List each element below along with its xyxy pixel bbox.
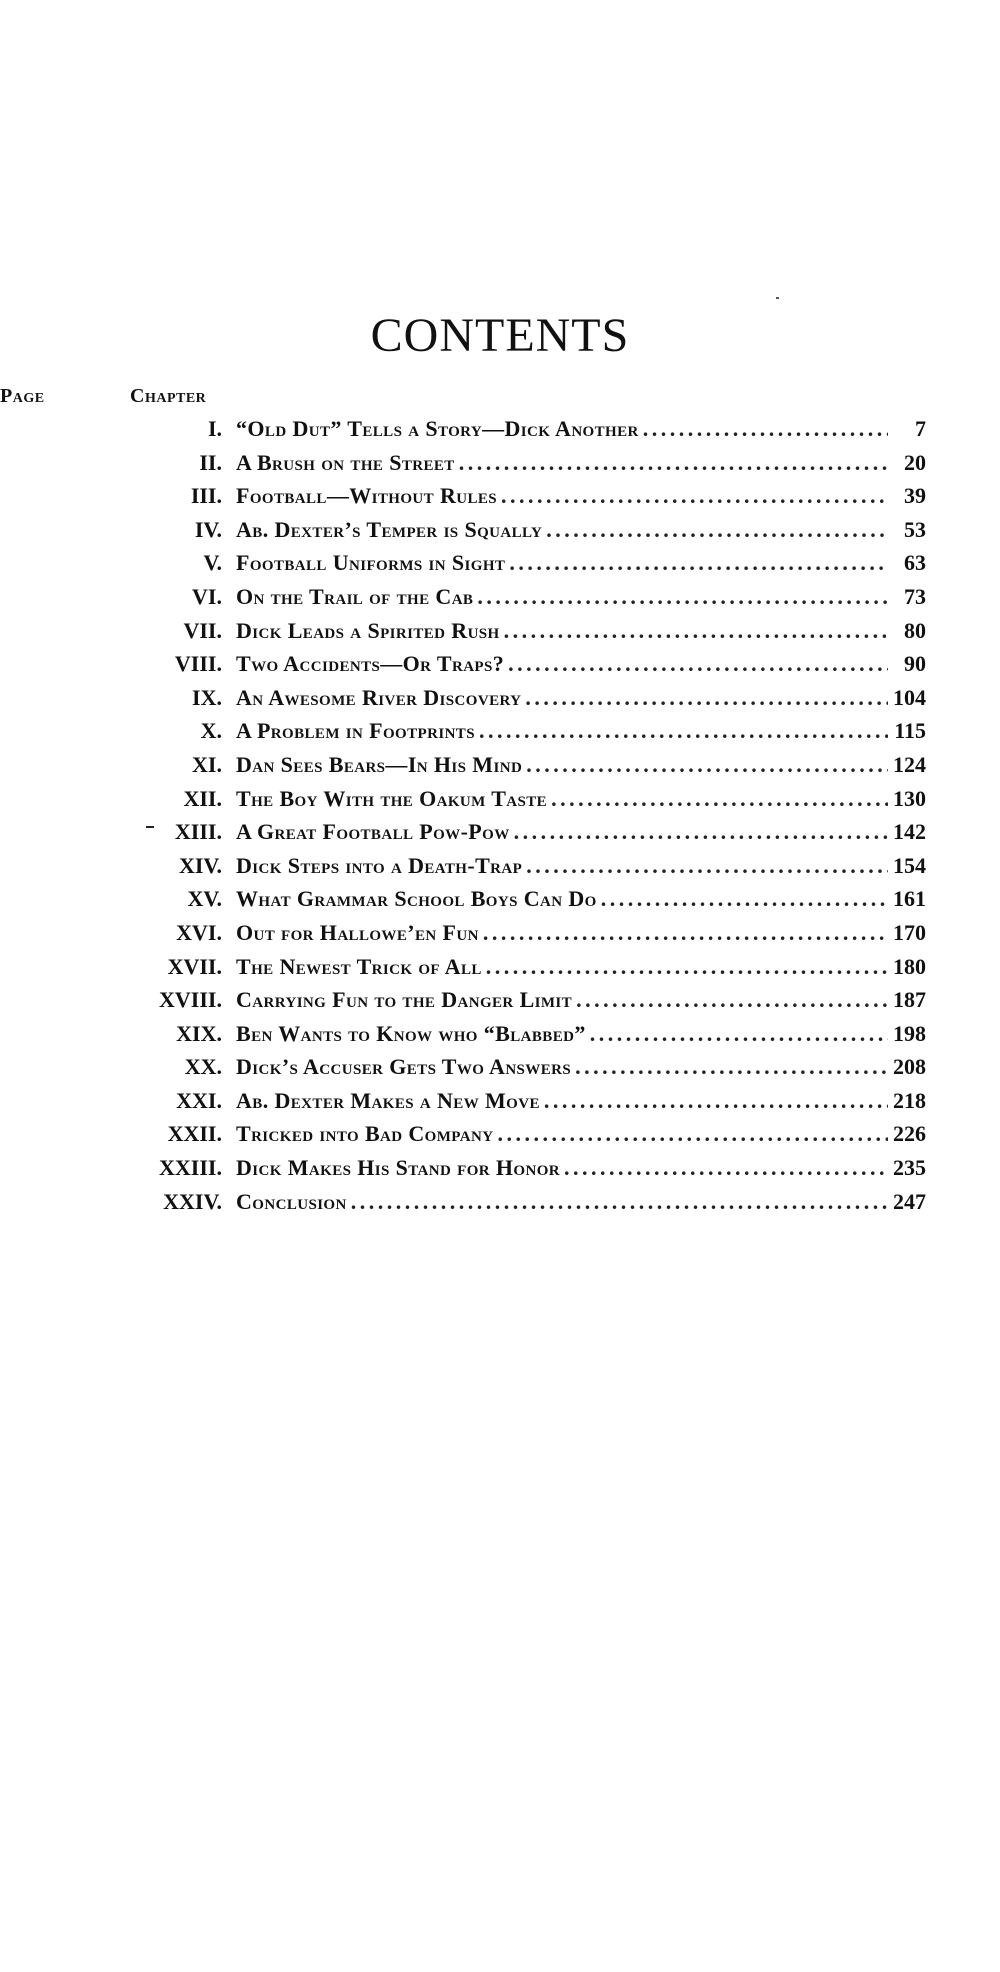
dot-leader (347, 1189, 888, 1215)
dot-leader (571, 1054, 888, 1080)
chapter-title: Dick Leads a Spirited Rush (236, 617, 500, 643)
toc-entry[interactable] (130, 853, 926, 887)
chapter-title: Dick’s Accuser Gets Two Answers (236, 1054, 572, 1080)
dot-leader (560, 1155, 888, 1181)
chapter-number: XXII. (167, 1121, 222, 1147)
page-number: 39 (904, 483, 926, 509)
chapter-title: Dick Steps into a Death-Trap (236, 852, 523, 878)
dot-leader (493, 1121, 888, 1147)
dot-leader (500, 618, 888, 644)
page-number: 115 (894, 718, 926, 744)
page-column-header: Page (0, 385, 45, 407)
dot-leader (586, 1021, 888, 1047)
chapter-title: On the Trail of the Cab (236, 583, 474, 609)
toc-entry[interactable] (130, 517, 926, 551)
dot-leader (504, 651, 888, 677)
table-of-contents (130, 416, 926, 1222)
chapter-number: IX. (192, 684, 222, 710)
chapter-number: XIII. (174, 819, 222, 845)
chapter-title: Out for Hallowe’en Fun (236, 919, 479, 945)
page-number: 235 (893, 1155, 926, 1181)
chapter-number: XXI. (176, 1087, 222, 1113)
toc-entry[interactable] (130, 718, 926, 752)
page-number: 73 (904, 583, 926, 609)
toc-entry[interactable] (130, 651, 926, 685)
page-title: CONTENTS (370, 309, 630, 362)
chapter-number: XIV. (178, 852, 222, 878)
page-number: 208 (893, 1054, 926, 1080)
page-number: 63 (904, 550, 926, 576)
dot-leader (540, 1088, 888, 1114)
dot-leader (597, 886, 888, 912)
chapter-number: XXIII. (159, 1155, 222, 1181)
dot-leader (510, 819, 888, 845)
chapter-title: Conclusion (236, 1188, 347, 1214)
dot-leader (639, 416, 888, 442)
chapter-column-header: Chapter (130, 385, 207, 407)
dot-leader (522, 853, 888, 879)
toc-entry[interactable] (130, 1155, 926, 1189)
toc-entry[interactable] (130, 416, 926, 450)
chapter-number: XI. (192, 751, 222, 777)
chapter-title: Football—Without Rules (236, 483, 498, 509)
dot-leader (547, 786, 888, 812)
page-number: 7 (915, 416, 926, 441)
page-number: 124 (893, 751, 926, 777)
chapter-number: IV. (194, 516, 222, 542)
page-number: 198 (893, 1020, 926, 1046)
chapter-number: XVII. (167, 953, 222, 979)
dot-leader (521, 685, 888, 711)
page-number: 80 (904, 617, 926, 643)
toc-entry[interactable] (130, 920, 926, 954)
page-number: 187 (893, 987, 926, 1013)
chapter-title: The Newest Trick of All (236, 953, 482, 979)
page-number: 180 (893, 953, 926, 979)
print-speck (776, 297, 779, 299)
toc-entry[interactable] (130, 752, 926, 786)
chapter-title: A Great Football Pow-Pow (236, 819, 510, 845)
page-number: 161 (893, 886, 926, 912)
chapter-title: “Old Dut” Tells a Story—Dick Another (236, 416, 639, 441)
chapter-title: Tricked into Bad Company (236, 1121, 494, 1147)
chapter-title: Ab. Dexter’s Temper is Squally (236, 516, 543, 542)
page-number: 53 (904, 516, 926, 542)
toc-entry[interactable] (130, 954, 926, 988)
dot-leader (572, 987, 888, 1013)
toc-entry[interactable] (130, 483, 926, 517)
toc-entry[interactable] (130, 1054, 926, 1088)
dot-leader (522, 752, 888, 778)
chapter-number: VII. (183, 617, 222, 643)
dot-leader (497, 483, 888, 509)
toc-entry[interactable] (130, 1021, 926, 1055)
toc-entry[interactable] (130, 550, 926, 584)
chapter-number: XXIV. (163, 1188, 222, 1214)
dot-leader (505, 550, 888, 576)
toc-entry[interactable] (130, 987, 926, 1021)
chapter-title: What Grammar School Boys Can Do (236, 886, 597, 912)
dot-leader (482, 954, 888, 980)
page-number: 90 (904, 651, 926, 677)
toc-entry[interactable] (130, 1121, 926, 1155)
chapter-title: A Brush on the Street (236, 449, 455, 475)
chapter-number: V. (203, 550, 222, 576)
page-number: 104 (893, 684, 926, 710)
dot-leader (479, 920, 888, 946)
chapter-title: The Boy With the Oakum Taste (236, 785, 548, 811)
chapter-title: A Problem in Footprints (236, 718, 475, 744)
dot-leader (542, 517, 888, 543)
chapter-number: I. (207, 416, 222, 441)
chapter-title: Dick Makes His Stand for Honor (236, 1155, 561, 1181)
dot-leader (473, 584, 888, 610)
toc-entry[interactable] (130, 685, 926, 719)
chapter-title: Football Uniforms in Sight (236, 550, 506, 576)
toc-entry[interactable] (130, 618, 926, 652)
dot-leader (455, 450, 888, 476)
chapter-number: XVI. (176, 919, 222, 945)
chapter-number: XII. (183, 785, 222, 811)
chapter-title: Ab. Dexter Makes a New Move (236, 1087, 540, 1113)
page-number: 130 (893, 785, 926, 811)
toc-entry[interactable] (130, 819, 926, 853)
toc-entry[interactable] (130, 450, 926, 484)
page-number: 218 (893, 1087, 926, 1113)
chapter-title: Carrying Fun to the Danger Limit (236, 987, 573, 1013)
page-number: 154 (893, 852, 926, 878)
chapter-number: XX. (184, 1054, 222, 1080)
toc-entry[interactable] (130, 786, 926, 820)
chapter-number: VI. (192, 583, 222, 609)
page-number: 20 (904, 449, 926, 475)
toc-entry[interactable] (130, 584, 926, 618)
chapter-number: XVIII. (159, 987, 222, 1013)
toc-entry[interactable] (130, 1088, 926, 1122)
chapter-number: XIX. (176, 1020, 222, 1046)
page-number: 226 (893, 1121, 926, 1147)
chapter-number: VIII. (174, 651, 222, 677)
chapter-number: X. (200, 718, 222, 744)
chapter-title: An Awesome River Discovery (236, 684, 522, 710)
page-number: 170 (893, 919, 926, 945)
chapter-number: III. (190, 483, 222, 509)
page-number: 142 (893, 819, 926, 845)
page-number: 247 (893, 1188, 926, 1214)
dot-leader (475, 718, 888, 744)
toc-entry[interactable] (130, 1189, 926, 1223)
chapter-title: Dan Sees Bears—In His Mind (236, 751, 523, 777)
chapter-number: II. (199, 449, 222, 475)
chapter-title: Ben Wants to Know who “Blabbed” (236, 1020, 586, 1046)
chapter-number: XV. (187, 886, 222, 912)
toc-entry[interactable] (130, 886, 926, 920)
chapter-title: Two Accidents—Or Traps? (236, 651, 505, 677)
